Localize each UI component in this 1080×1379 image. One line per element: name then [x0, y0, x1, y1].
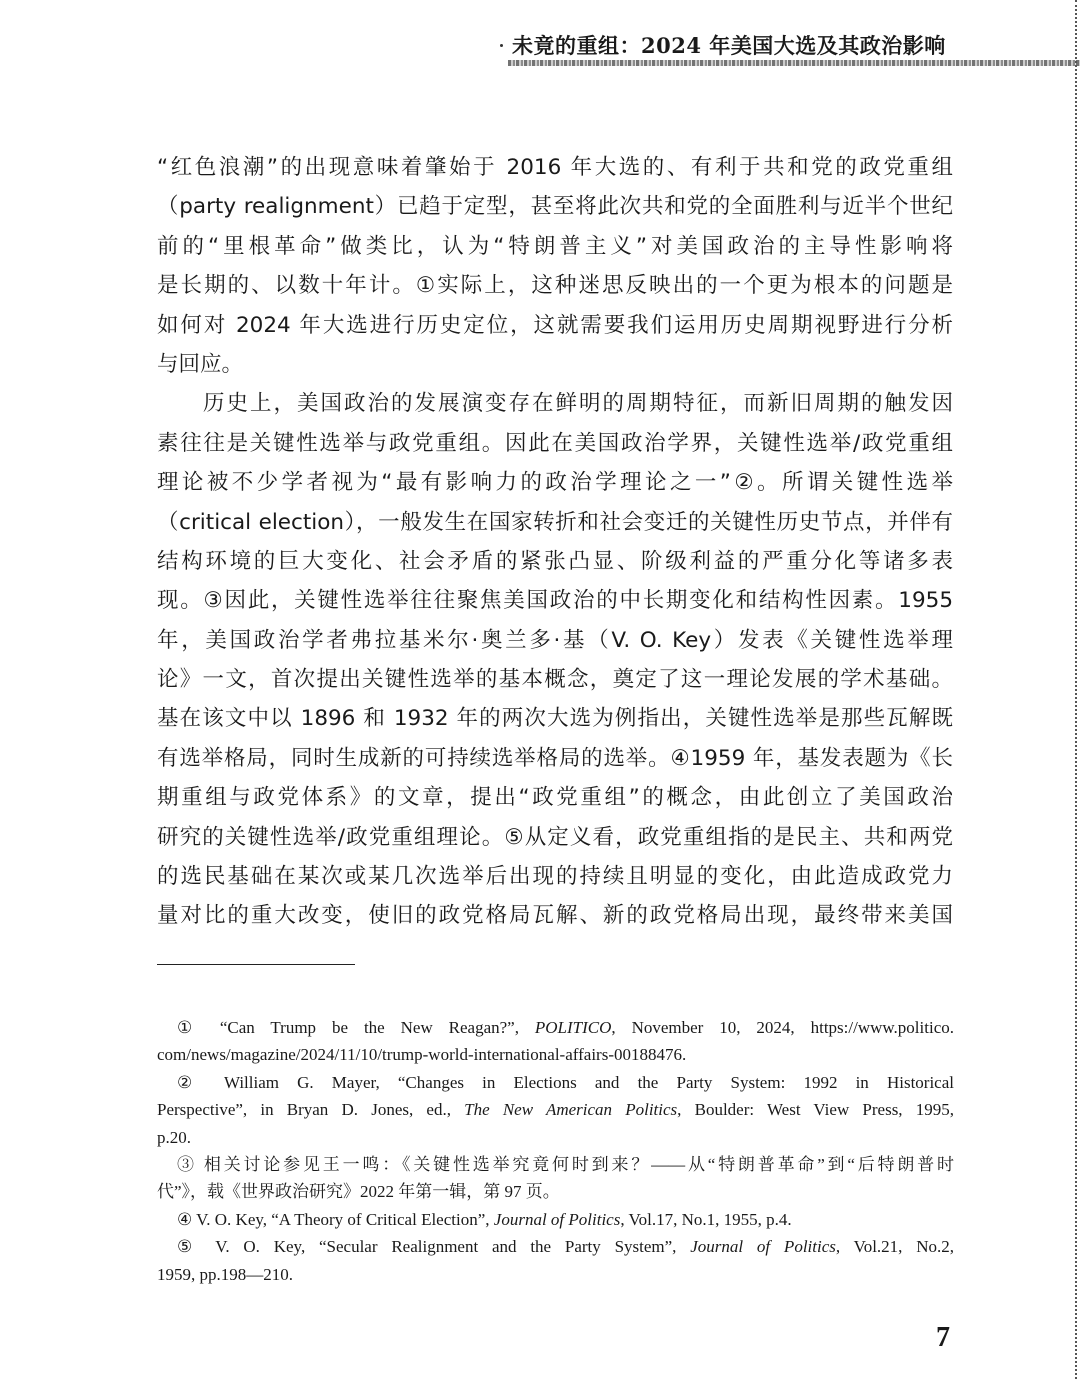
body-text	[157, 148, 953, 936]
footnote-text: ③ 相关讨论参见王一鸣：《关键性选举究竟何时到来？——从“特朗普革命”到“后特朗普时	[177, 1154, 954, 1174]
footnote-text: , November 10, 2024, https://www.politico.	[611, 1018, 954, 1037]
footnote-text: ⑤ V. O. Key, “Secular Realignment and the Party System”,	[177, 1237, 691, 1257]
footnote-text: 1959, pp.198—210.	[157, 1264, 293, 1284]
body-line: 历史上，美国政治的发展演变存在鲜明的周期特征，而新旧周期的触发因	[203, 391, 953, 417]
footnote-text: ① “Can Trump be the New Reagan?”,	[177, 1018, 535, 1037]
footnote-italic-title: The New American Politics	[464, 1100, 678, 1120]
body-line: 有选举格局，同时生成新的可持续选举格局的选举。④1959 年，基发表题为《长	[157, 745, 953, 771]
footnote-text: 代”》，载《世界政治研究》2022 年第一辑，第 97 页。	[157, 1182, 560, 1202]
footnote-line	[157, 1069, 954, 1096]
footnote-separator	[157, 964, 355, 965]
footnote-italic-title: POLITICO	[534, 1018, 612, 1037]
footnote-text: Perspective”, in Bryan D. Jones, ed.,	[157, 1100, 465, 1120]
footnote-italic-title: Journal of Politics	[493, 1209, 621, 1229]
body-line: 是长期的、以数十年计。①实际上，这种迷思反映出的一个更为根本的问题是	[157, 273, 953, 299]
body-line: （critical election），一般发生在国家转折和社会变迁的关键性历史节点，并伴有	[157, 509, 953, 535]
body-line: 如何对 2024 年大选进行历史定位，这就需要我们运用历史周期视野进行分析	[157, 312, 953, 338]
footnote-text: , Vol.21, No.2,	[835, 1237, 954, 1257]
footnote-text: p.20.	[157, 1127, 191, 1147]
footnote-line	[157, 1233, 954, 1260]
page-number: 7	[936, 1322, 950, 1353]
body-line: 量对比的重大改变，使旧的政党格局瓦解、新的政党格局出现，最终带来美国	[157, 903, 953, 929]
page-edge-dotted	[1075, 0, 1077, 1379]
footnote-text: , Vol.17, No.1, 1955, p.4.	[620, 1209, 792, 1229]
body-line: 研究的关键性选举/政党重组理论。⑤从定义看，政党重组指的是民主、共和两党	[157, 824, 953, 850]
footnote-line	[157, 1096, 954, 1123]
body-line: 前的“里根革命”做类比，认为“特朗普主义”对美国政治的主导性影响将	[157, 233, 953, 259]
body-line: 期重组与政党体系》的文章，提出“政党重组”的概念，由此创立了美国政治	[157, 785, 953, 811]
footnote-line	[157, 1206, 954, 1233]
body-line: 现。③因此，关键性选举往往聚焦美国政治的中长期变化和结构性因素。1955	[157, 588, 953, 614]
body-line: “红色浪潮”的出现意味着肇始于 2016 年大选的、有利于共和党的政党重组	[157, 155, 953, 180]
footnote-line	[157, 1041, 954, 1068]
footnote-line	[157, 1151, 954, 1178]
running-header-title: 未竟的重组：2024 年美国大选及其政治影响	[512, 33, 946, 58]
body-line: 基在该文中以 1896 和 1932 年的两次大选为例指出，关键性选举是那些瓦解既	[157, 706, 953, 732]
footnote-line	[157, 1124, 954, 1151]
footnotes	[157, 1014, 954, 1288]
footnote-italic-title: Journal of Politics	[690, 1237, 836, 1257]
body-line: 结构环境的巨大变化、社会矛盾的紧张凸显、阶级利益的严重分化等诸多表	[157, 548, 953, 574]
body-line: 素往往是关键性选举与政党重组。因此在美国政治学界，关键性选举/政党重组	[157, 430, 953, 456]
body-line: （party realignment）已趋于定型，甚至将此次共和党的全面胜利与近半个世纪	[157, 194, 953, 220]
body-line: 的选民基础在某次或某几次选举后出现的持续且明显的变化，由此造成政党力	[157, 864, 953, 890]
body-line: 论》一文，首次提出关键性选举的基本概念，奠定了这一理论发展的学术基础。	[157, 667, 953, 693]
footnote-line	[157, 1178, 954, 1205]
footnote-line	[157, 1014, 954, 1041]
header-wavy-rule	[508, 60, 1080, 66]
footnote-text: , Boulder: West View Press, 1995,	[677, 1100, 954, 1120]
body-line: 年，美国政治学者弗拉基米尔·奥兰多·基（V. O. Key）发表《关键性选举理	[157, 627, 953, 653]
body-line: 与回应。	[157, 351, 244, 377]
footnote-line	[157, 1261, 954, 1288]
footnote-text: ④ V. O. Key, “A Theory of Critical Election”,	[177, 1209, 494, 1229]
body-line: 理论被不少学者视为“最有影响力的政治学理论之一”②。所谓关键性选举	[157, 470, 953, 496]
footnote-text: com/news/magazine/2024/11/10/trump-world-international-affairs-00188476.	[157, 1045, 687, 1065]
header-dot	[500, 44, 503, 47]
footnote-text: ② William G. Mayer, “Changes in Elections and the Party System: 1992 in Historical	[177, 1072, 954, 1092]
